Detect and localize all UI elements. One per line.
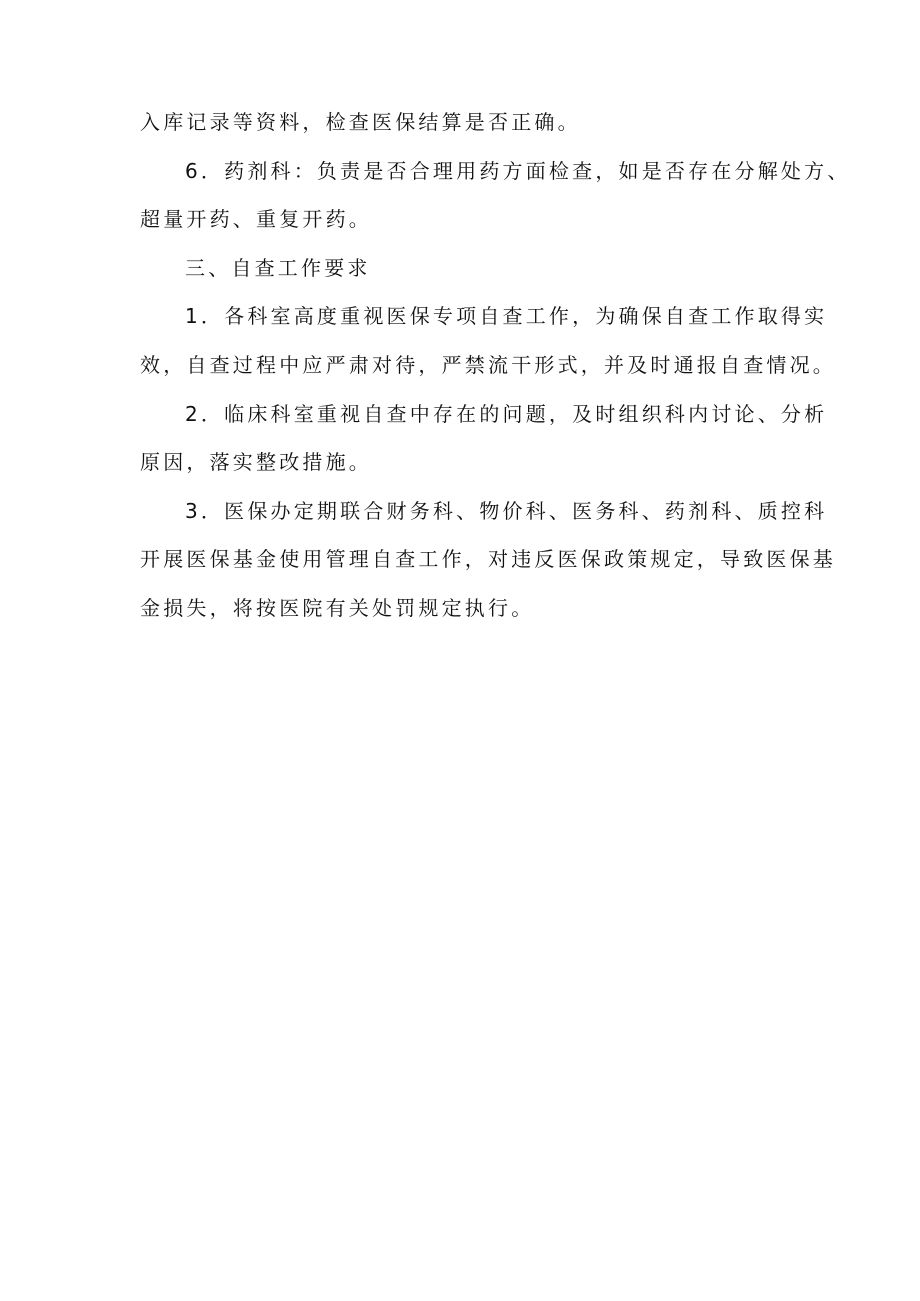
text-line-req-1: 1．各科室高度重视医保专项自查工作，为确保自查工作取得实 bbox=[185, 304, 828, 329]
text-line-req-1-cont: 效，自查过程中应严肃对待，严禁流干形式，并及时通报自查情况。 bbox=[140, 352, 836, 377]
text-line-req-3: 3．医保办定期联合财务科、物价科、医务科、药剂科、质控科 bbox=[185, 498, 828, 523]
text-line-req-3-cont: 开展医保基金使用管理自查工作，对违反医保政策规定，导致医保基 bbox=[140, 547, 836, 572]
document-body bbox=[140, 98, 851, 633]
text-line-req-2: 2．临床科室重视自查中存在的问题，及时组织科内讨论、分析 bbox=[185, 401, 828, 426]
text-line-req-3-end: 金损失，将按医院有关处罚规定执行。 bbox=[140, 595, 535, 620]
text-line-item-6: 6．药剂科：负责是否合理用药方面检查，如是否存在分解处方、 bbox=[185, 158, 851, 183]
text-line-continuation: 入库记录等资料，检查医保结算是否正确。 bbox=[140, 110, 581, 134]
text-line-req-2-cont: 原因，落实整改措施。 bbox=[140, 450, 372, 475]
text-line-item-6-cont: 超量开药、重复开药。 bbox=[140, 207, 372, 232]
section-heading: 三、自查工作要求 bbox=[185, 255, 371, 280]
